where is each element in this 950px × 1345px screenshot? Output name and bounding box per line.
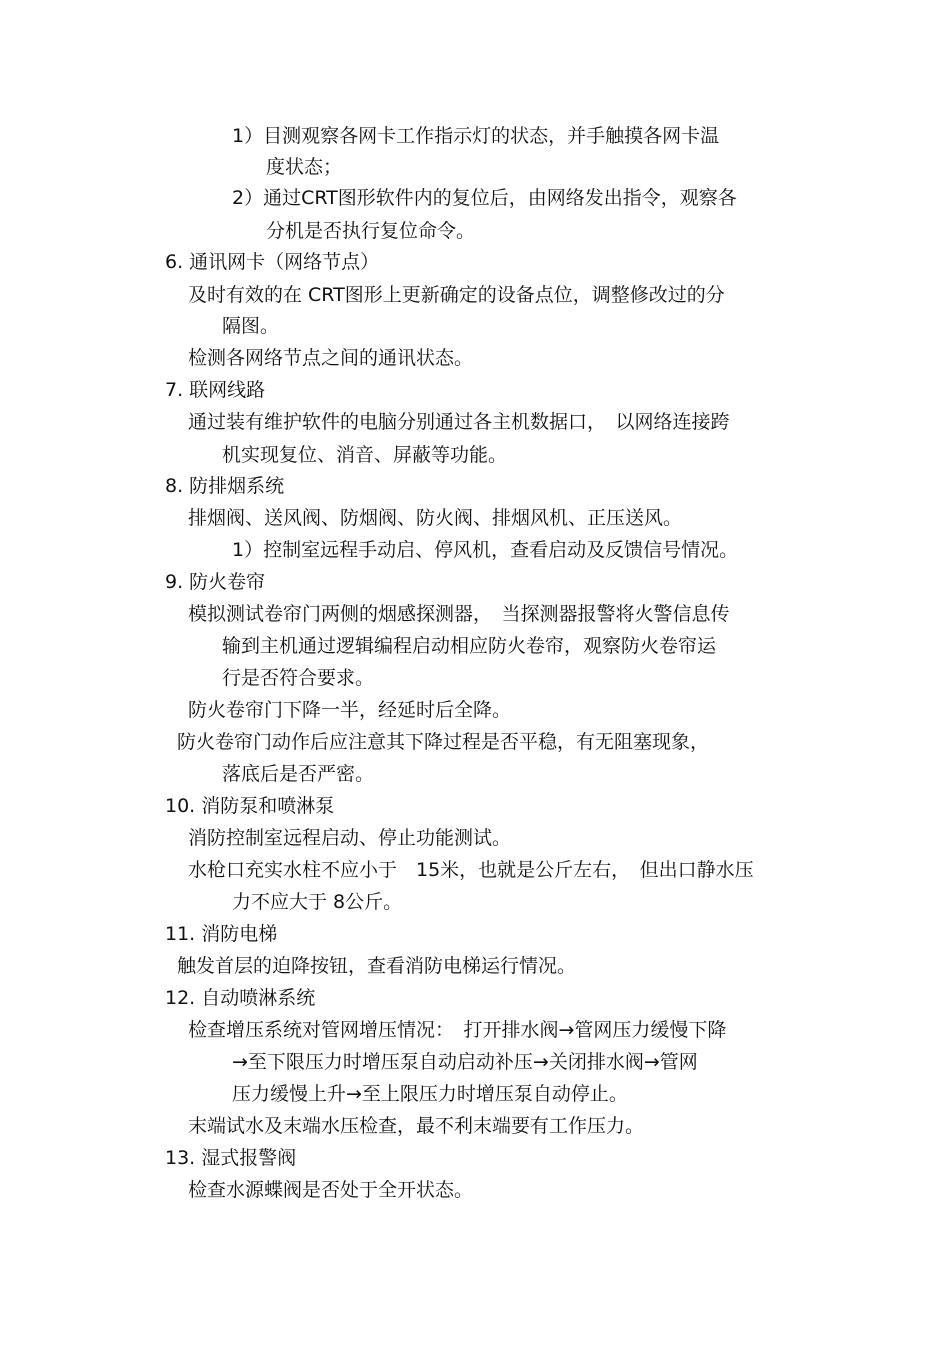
- text-line: 防火卷帘门下降一半，经延时后全降。: [188, 699, 512, 721]
- text-line: 1）目测观察各网卡工作指示灯的状态，并手触摸各网卡温: [232, 125, 720, 147]
- text-line: 2）通过CRT图形软件内的复位后，由网络发出指令，观察各: [232, 187, 737, 209]
- text-line: 模拟测试卷帘门两侧的烟感探测器， 当探测器报警将火警信息传: [188, 603, 730, 625]
- text-line: 检查水源蝶阀是否处于全开状态。: [188, 1179, 474, 1201]
- section-heading: 11. 消防电梯: [165, 923, 278, 945]
- text-line: 防火卷帘门动作后应注意其下降过程是否平稳，有无阻塞现象，: [177, 731, 710, 753]
- text-line: 力不应大于 8公斤。: [232, 891, 403, 913]
- section-heading: 9. 防火卷帘: [165, 571, 266, 593]
- text-line: 度状态；: [266, 156, 343, 178]
- text-line: 检测各网络节点之间的通讯状态。: [188, 347, 474, 369]
- text-line: 检查增压系统对管网增压情况： 打开排水阀→管网压力缓慢下降: [188, 1019, 727, 1041]
- text-line: 及时有效的在 CRT图形上更新确定的设备点位，调整修改过的分: [188, 284, 725, 306]
- section-heading: 6. 通讯网卡（网络节点）: [165, 251, 380, 273]
- text-line: 压力缓慢上升→至上限压力时增压泵自动停止。: [232, 1083, 628, 1105]
- text-line: 末端试水及末端水压检查，最不利末端要有工作压力。: [188, 1115, 645, 1137]
- text-line: 1）控制室远程手动启、停风机，查看启动及反馈信号情况。: [232, 539, 739, 561]
- text-line: 分机是否执行复位命令。: [266, 220, 476, 242]
- text-line: 通过装有维护软件的电脑分别通过各主机数据口， 以网络连接跨: [188, 411, 730, 433]
- text-line: 机实现复位、消音、屏蔽等功能。: [222, 444, 508, 466]
- text-line: 隔图。: [222, 315, 280, 337]
- section-heading: 7. 联网线路: [165, 379, 266, 401]
- text-line: 输到主机通过逻辑编程启动相应防火卷帘，观察防火卷帘运: [222, 635, 717, 657]
- section-heading: 10. 消防泵和喷淋泵: [165, 795, 335, 817]
- text-line: 消防控制室远程启动、停止功能测试。: [188, 827, 512, 849]
- text-line: 落底后是否严密。: [222, 763, 375, 785]
- section-heading: 12. 自动喷淋系统: [165, 987, 316, 1009]
- text-line: 触发首层的迫降按钮，查看消防电梯运行情况。: [177, 955, 577, 977]
- text-line: 水枪口充实水柱不应小于 15米，也就是公斤左右， 但出口静水压: [188, 859, 754, 881]
- section-heading: 13. 湿式报警阀: [165, 1147, 297, 1169]
- section-heading: 8. 防排烟系统: [165, 475, 285, 497]
- text-line: 行是否符合要求。: [222, 667, 375, 689]
- text-line: →至下限压力时增压泵自动启动补压→关闭排水阀→管网: [232, 1051, 698, 1073]
- text-line: 排烟阀、送风阀、防烟阀、防火阀、排烟风机、正压送风。: [188, 507, 683, 529]
